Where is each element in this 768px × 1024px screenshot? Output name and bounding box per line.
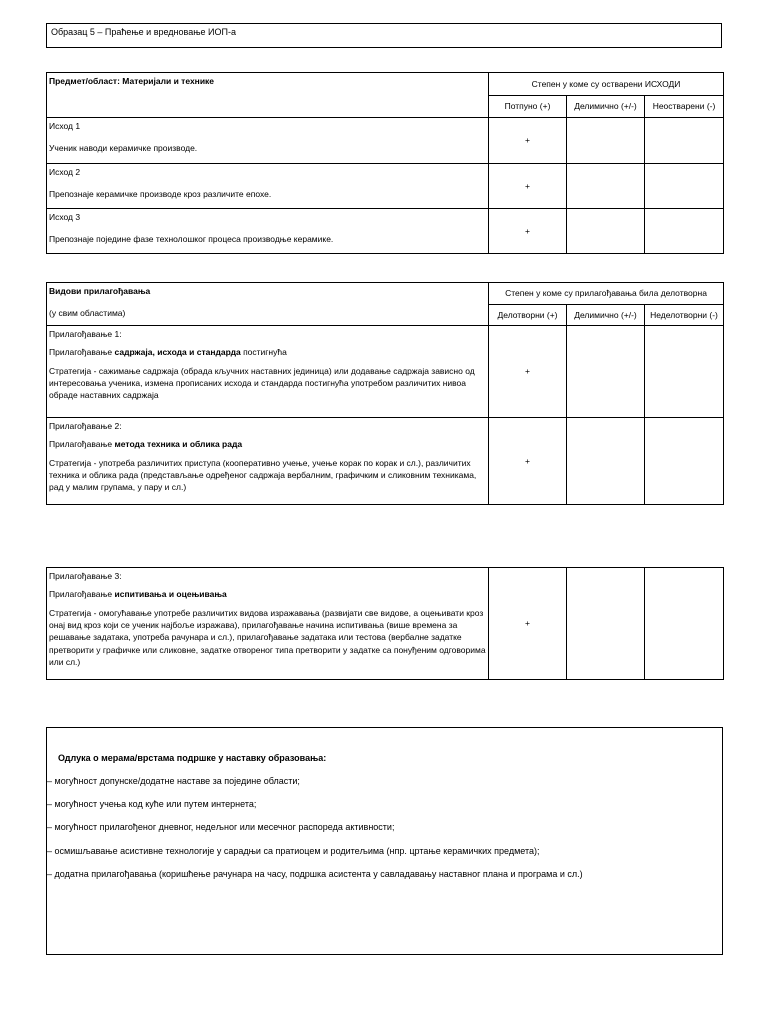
outcome-cell	[47, 118, 489, 164]
outcome-text: Ученик наводи керамичке производе.	[49, 143, 198, 154]
adaptation-strategy: Стратегија - сажимање садржаја (обрада кључних наставних јединица) или додавање садржаја зависно од интересовања ученика, измена прописаних исхода и стандарда постигнућа употребом различитих нивоа обраде наставних садржаја	[49, 365, 475, 401]
adaptations-title-cell	[47, 283, 489, 326]
outcomes-degree-header: Степен у коме су остварени ИСХОДИ	[489, 73, 724, 96]
empty-cell	[645, 418, 724, 505]
adaptations-table	[46, 282, 724, 505]
adaptations-title: Видови прилагођавања	[49, 286, 151, 296]
table-row	[47, 418, 724, 505]
empty-cell	[567, 568, 645, 680]
outcome-cell	[47, 209, 489, 254]
adaptation-cell	[47, 418, 489, 505]
decision-title: Одлука о мерама/врстама подршке у наставку образовања:	[58, 753, 327, 763]
adaptation-mark: +	[489, 568, 567, 680]
empty-cell	[567, 418, 645, 505]
adaptation3-table	[46, 567, 724, 680]
outcomes-table	[46, 72, 724, 254]
empty-cell	[645, 209, 724, 254]
col-header-partial: Делимично (+/-)	[567, 96, 645, 118]
empty-cell	[567, 209, 645, 254]
outcome-mark: +	[489, 118, 567, 164]
col-header-unachieved: Неостварени (-)	[645, 96, 724, 118]
adaptation-strategy: Стратегија - омогућавање употребе различитих видова изражавања (развијати све видове, а оцењивати кроз онај вид кроз који се ученик најбоље изражава), прилагођавање начина испитивања (више времена за решавање задатака, употреба рачунара и сл.), прилагођавање задатака или тестова (вербалне задатке претворити у графичке или сликовне, задатке отвореног типа претворити у задатке са понуђеним одговорима или сл.)	[49, 607, 486, 667]
table-row	[47, 118, 724, 164]
outcome-label: Исход 3	[49, 212, 81, 222]
outcome-mark: +	[489, 164, 567, 209]
adaptation-heading: Прилагођавање садржаја, исхода и стандарда постигнућа	[49, 347, 287, 358]
adaptation-label: Прилагођавање 2:	[49, 421, 122, 431]
subject-cell	[47, 73, 489, 118]
decision-box	[46, 727, 723, 955]
outcome-cell	[47, 164, 489, 209]
list-item: – могућност прилагођеног дневног, недељног или месечног распореда активности;	[47, 822, 395, 832]
adaptation-heading: Прилагођавање испитивања и оцењивања	[49, 589, 227, 600]
form-title-box	[46, 23, 722, 48]
outcome-text: Препознаје поједине фазе технолошког процеса производње керамике.	[49, 234, 334, 245]
adaptation-label: Прилагођавање 1:	[49, 329, 122, 339]
adaptation-mark: +	[489, 418, 567, 505]
subject-label: Предмет/област: Материјали и технике	[49, 76, 215, 86]
outcome-label: Исход 2	[49, 167, 81, 177]
empty-cell	[645, 118, 724, 164]
table-row	[47, 209, 724, 254]
empty-cell	[645, 326, 724, 418]
adaptation-label: Прилагођавање 3:	[49, 571, 122, 581]
list-item: – осмишљавање асистивне технологије у сарадњи са пратиоцем и родитељима (нпр. цртање керамичких предмета);	[47, 846, 540, 856]
table-row	[47, 164, 724, 209]
adaptations-degree-header: Степен у коме су прилагођавања била делотворна	[489, 283, 724, 305]
adaptations-subtitle: (у свим областима)	[49, 308, 126, 319]
empty-cell	[567, 118, 645, 164]
adaptation-heading: Прилагођавање метода техника и облика рада	[49, 439, 243, 450]
outcome-label: Исход 1	[49, 121, 81, 131]
empty-cell	[645, 568, 724, 680]
adaptation-cell	[47, 326, 489, 418]
adaptation-mark: +	[489, 326, 567, 418]
adaptation-strategy: Стратегија - употреба различитих приступа (кооперативно учење, учење корак по корак и сл.), различитих техника и облика рада (представљање одређеног садржаја вербалним, графичким и сликовним техникама, рад у малим групама, у пару и сл.)	[49, 457, 477, 493]
col-header-partial: Делимично (+/-)	[567, 305, 645, 326]
form-title: Образац 5 – Праћење и вредновање ИОП-а	[51, 27, 236, 37]
empty-cell	[567, 164, 645, 209]
list-item: – могућност допунске/додатне наставе за поједине области;	[47, 776, 300, 786]
empty-cell	[645, 164, 724, 209]
outcome-mark: +	[489, 209, 567, 254]
table-row	[47, 568, 724, 680]
col-header-full: Потпуно (+)	[489, 96, 567, 118]
adaptation-cell	[47, 568, 489, 680]
list-item: – могућност учења код куће или путем интернета;	[47, 799, 257, 809]
col-header-effective: Делотворни (+)	[489, 305, 567, 326]
list-item: – додатна прилагођавања (коришћење рачунара на часу, подршка асистента у савладавању наставног плана и програма и сл.)	[47, 869, 583, 879]
table-row	[47, 326, 724, 418]
empty-cell	[567, 326, 645, 418]
col-header-ineffective: Неделотворни (-)	[645, 305, 724, 326]
outcome-text: Препознаје керамичке производе кроз различите епохе.	[49, 189, 272, 200]
